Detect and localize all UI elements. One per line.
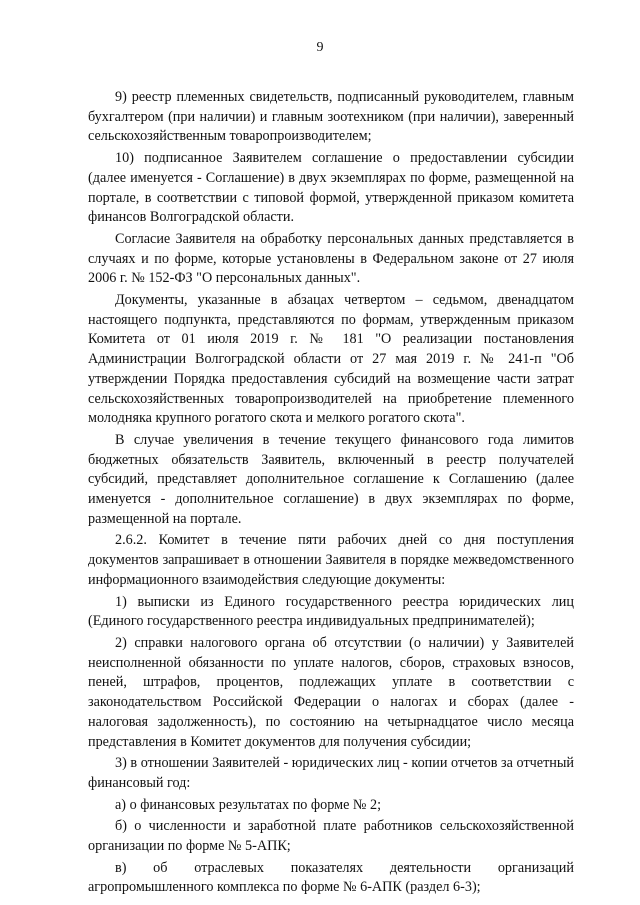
paragraph-forms: Документы, указанные в абзацах четвертом – седьмом, двенадцатом настоящего подпункта, представляются по формам, утвержденным приказом Комитета от 01 июля 2019 г. № 181 "О реализации постановления Администрации Волгоградской области от 27 мая 2019 г. № 241-п "Об утверждении Порядка предоставления субсидий на возмещение части затрат сельскохозяйственных товаропроизводителей на приобретение племенного молодняка крупного рогатого скота и мелкого рогатого скота".	[88, 292, 574, 427]
document-body	[88, 88, 574, 900]
paragraph-list-2: 2) справки налогового органа об отсутствии (о наличии) у Заявителей неисполненной обязанности по уплате налогов, сборов, страховых взносов, пеней, штрафов, процентов, подлежащих уплате в соответствии с законодательством Российской Федерации о налогах и сборах (далее - налоговая задолженность), по состоянию на четырнадцатое число месяца представления в Комитет документов для получения субсидии;	[88, 634, 574, 750]
paragraph-list-3a: а) о финансовых результатах по форме № 2;	[115, 796, 382, 813]
paragraph-list-1: 1) выписки из Единого государственного реестра юридических лиц (Единого государственного реестра индивидуальных предпринимателей);	[88, 593, 574, 630]
page-number: 9	[316, 40, 324, 55]
paragraph-2-6-2: 2.6.2. Комитет в течение пяти рабочих дней со дня поступления документов запрашивает в отношении Заявителя в порядке межведомственного информационного взаимодействия следующие документы:	[88, 532, 574, 588]
paragraph-list-3b: б) о численности и заработной плате работников сельскохозяйственной организации по форме № 5-АПК;	[88, 818, 574, 855]
paragraph-item-10: 10) подписанное Заявителем соглашение о предоставлении субсидии (далее именуется - Соглашение) в двух экземплярах по форме, размещенной на портале, в соответствии с типовой формой, утвержденной приказом комитета финансов Волгоградской области.	[88, 150, 574, 226]
paragraph-list-3v: в) об отраслевых показателях деятельности организаций агропромышленного комплекса по форме № 6-АПК (раздел 6-3);	[88, 859, 574, 896]
paragraph-item-9: 9) реестр племенных свидетельств, подписанный руководителем, главным бухгалтером (при наличии) и главным зоотехником (при наличии), заверенный сельскохозяйственным товаропроизводителем;	[88, 89, 574, 145]
paragraph-consent: Согласие Заявителя на обработку персональных данных представляется в случаях и по форме, которые установлены в Федеральном законе от 27 июля 2006 г. № 152-ФЗ "О персональных данных".	[88, 230, 574, 287]
paragraph-list-3: 3) в отношении Заявителей - юридических лиц - копии отчетов за отчетный финансовый год:	[88, 755, 574, 791]
paragraph-limits-increase: В случае увеличения в течение текущего финансового года лимитов бюджетных обязательств Заявитель, включенный в реестр получателей субсидий, представляет дополнительное соглашение к Соглашению (далее именуется - дополнительное соглашение) в двух экземплярах по форме, размещенной на портале.	[88, 431, 574, 527]
